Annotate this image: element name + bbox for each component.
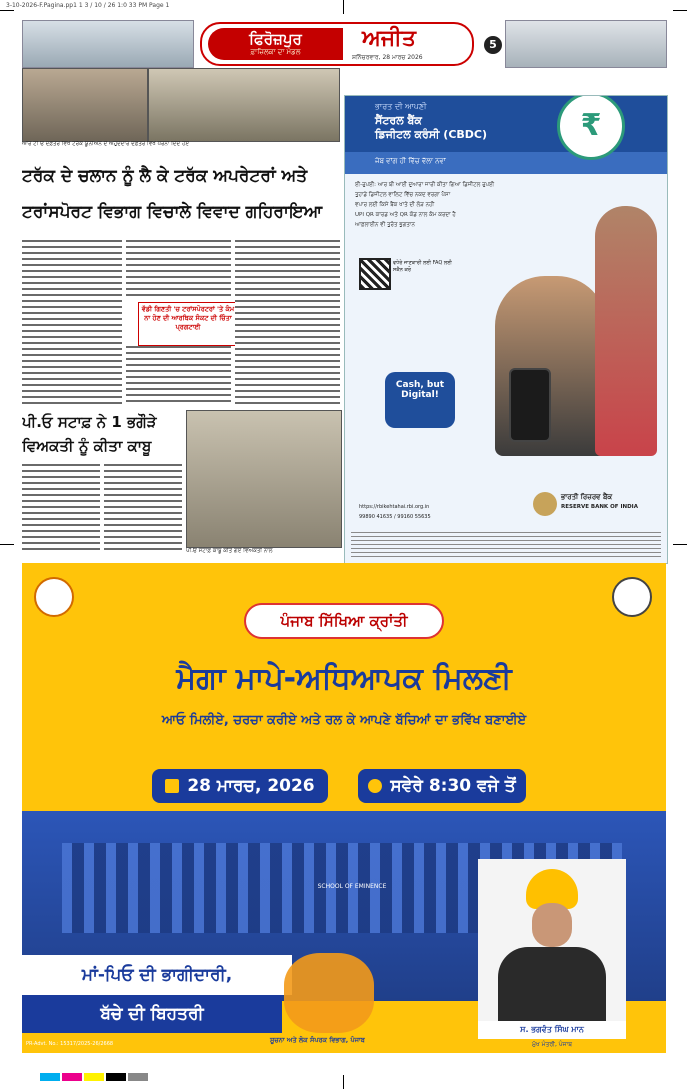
masthead-title: ਅਜੀਤ [362, 26, 416, 51]
pull-quote: ਵੱਡੀ ਗਿਣਤੀ 'ਚ ਟਰਾਂਸਪੋਰਟਰਾਂ 'ਤੇ ਕੰਮ ਨਾ ਹੋਣ ਦੀ ਆਰਥਿਕ ਸੰਕਟ ਦੀ ਚਿੰਤਾ ਪ੍ਰਗਟਾਈ [138, 302, 238, 346]
rbi-emblem-icon [533, 492, 557, 516]
cbdc-feature-list [355, 180, 515, 230]
cash-digital-text: Cash, but Digital! [395, 380, 445, 400]
page-slug: 3-10-2026-F.Pagina.pp1 1 3 / 10 / 26 1:0 33 PM Page 1 [6, 2, 170, 9]
story-headline: ਵਿਅਕਤੀ ਨੂੰ ਕੀਤਾ ਕਾਬੂ [22, 437, 152, 455]
family-logo-icon [284, 953, 374, 1033]
jacket-shape [498, 947, 606, 1021]
cbdc-feature: ਆਫ਼ਲਾਈਨ ਵੀ ਤੁਰੰਤ ਭੁਗਤਾਨ [355, 222, 415, 228]
qr-code [359, 258, 391, 290]
cbdc-phone: 99890 41635 / 99160 55635 [359, 514, 431, 520]
color-registration-bar [40, 1066, 150, 1085]
masthead-date: ਸ਼ਨਿੱਚਰਵਾਰ, 28 ਮਾਰਚ 2026 [352, 54, 423, 61]
story-body-column [126, 240, 231, 300]
rbi-name-punjabi: ਭਾਰਤੀ ਰਿਜ਼ਰਵ ਬੈਂਕ [561, 493, 613, 501]
slogan-line2: ਬੱਚੇ ਦੀ ਬਿਹਤਰੀ [22, 995, 282, 1033]
education-advertisement [22, 563, 666, 1053]
masthead [200, 22, 474, 66]
ad-title: ਮੈਗਾ ਮਾਪੇ-ਅਧਿਆਪਕ ਮਿਲਣੀ [176, 661, 512, 696]
cbdc-line1: ਭਾਰਤ ਦੀ ਆਪਣੀ [375, 102, 427, 111]
color-swatch [84, 1073, 104, 1081]
phone-mockup [509, 368, 551, 442]
cm-title: ਮੁੱਖ ਮੰਤਰੀ, ਪੰਜਾਬ [531, 1041, 573, 1048]
faq-text: ਵਧੇਰੇ ਜਾਣਕਾਰੀ ਲਈ FAQ ਲਈ ਸਕੈਨ ਕਰੋ [393, 260, 452, 273]
chief-minister-photo [478, 859, 626, 1031]
crop-mark [673, 544, 687, 545]
cbdc-advertisement [344, 95, 668, 564]
cbdc-feature: ਈ-ਰੁਪਈ: ਆਰ ਬੀ ਆਈ ਦੁਆਰਾ ਜਾਰੀ ਕੀਤਾ ਗਿਆ ਡਿਜੀਟਲ ਰੁਪਈ [355, 182, 495, 188]
ad-subtitle: ਆਓ ਮਿਲੀਏ, ਚਰਚਾ ਕਰੀਏ ਅਤੇ ਰਲ ਕੇ ਆਪਣੇ ਬੱਚਿਆਂ ਦਾ ਭਵਿੱਖ ਬਣਾਈਏ [161, 713, 527, 728]
story-photo [22, 68, 148, 142]
masthead-city: ਫਿਰੋਜ਼ਪੁਰ [249, 30, 302, 48]
cm-name: ਸ. ਭਗਵੰਤ ਸਿੰਘ ਮਾਨ [478, 1021, 626, 1039]
rbi-name-english: RESERVE BANK OF INDIA [561, 504, 638, 510]
masthead-city-sub: ਫ਼ਾਜ਼ਿਲਕਾ ਦਾ ਮੰਡਲ [250, 48, 301, 56]
time-pill [358, 769, 526, 803]
crop-mark [673, 10, 687, 11]
color-swatch [128, 1073, 148, 1081]
crop-mark [0, 544, 14, 545]
cash-digital-badge [385, 372, 455, 428]
story-body-column [104, 464, 182, 554]
slogan-line1: ਮਾਂ-ਪਿਓ ਦੀ ਭਾਗੀਦਾਰੀ, [22, 955, 292, 995]
story-photo [186, 410, 342, 548]
date-pill [152, 769, 328, 803]
pr-advt-number: PR-Advt. No.: 15317/2025-26/2668 [26, 1041, 114, 1047]
cbdc-feature: ਵਪਾਰ ਲਈ ਕਿਸੇ ਬੈਂਕ ਖਾਤੇ ਦੀ ਲੋੜ ਨਹੀਂ [355, 202, 435, 208]
photo-caption: ਆਰ ਟੀ ਓ ਦਫ਼ਤਰ ਵਿਖੇ ਟਰੱਕ ਯੂਨੀਅਨ ਦੇ ਅਹੁਦੇਦਾਰ ਦਫ਼ਤਰ ਵਿਖੇ ਧਰਨਾ ਦਿੰਦੇ ਹੋਏ [22, 141, 189, 147]
cbdc-feature: UPI QR ਕਾਰਡ ਅਤੇ QR ਕੋਡ ਨਾਲ ਕੰਮ ਕਰਦਾ ਹੈ [355, 212, 456, 218]
masthead-building-image [22, 20, 194, 68]
school-sign: SCHOOL OF EMINENCE [317, 883, 387, 890]
face-shape [532, 903, 572, 947]
event-time: ਸਵੇਰੇ 8:30 ਵਜੇ ਤੋਂ [390, 776, 516, 796]
cbdc-feature: ਤੁਹਾਡੇ ਡਿਜੀਟਲ ਵਾਲਿਟ ਵਿੱਚ ਨਕਦ ਵਰਗਾ ਪੈਸਾ [355, 192, 451, 198]
clock-icon [368, 779, 382, 793]
cbdc-line2: ਸੈਂਟਰਲ ਬੈਂਕ [375, 114, 422, 127]
crop-mark [0, 10, 14, 11]
masthead-building-image [505, 20, 667, 68]
event-date: 28 ਮਾਰਚ, 2026 [187, 776, 315, 796]
calendar-icon [165, 779, 179, 793]
photo-caption: ਪੀ.ਓ ਸਟਾਫ਼ ਕਾਬੂ ਕੀਤੇ ਗਏ ਵਿਅਕਤੀ ਨਾਲ [186, 548, 273, 554]
model-woman-image [595, 206, 657, 456]
crop-mark [343, 0, 344, 14]
story-body-column [235, 240, 340, 405]
cbdc-fine-print [351, 532, 661, 558]
page-number: 5 [484, 36, 502, 54]
color-swatch [62, 1073, 82, 1081]
story-body-column [126, 346, 231, 406]
story-body-column [22, 464, 100, 554]
cbdc-contact: https://rbikehtahai.rbi.org.in [359, 504, 430, 510]
crop-mark [343, 1075, 344, 1089]
cbdc-band-text: ਜੇਬ ਵਾਂਗ ਹੀ ਵਿੱਚ ਵੱਲਾ ਨਵਾਂ [375, 157, 446, 165]
masthead-city-block [208, 28, 343, 60]
color-swatch [40, 1073, 60, 1081]
campaign-ribbon: ਪੰਜਾਬ ਸਿੱਖਿਆ ਕ੍ਰਾਂਤੀ [244, 603, 444, 639]
story-body-column [22, 240, 122, 405]
story-photo [148, 68, 340, 142]
story-headline: ਟਰਾਂਸਪੋਰਟ ਵਿਭਾਗ ਵਿਚਾਲੇ ਵਿਵਾਦ ਗਹਿਰਾਇਆ [22, 202, 323, 222]
story-headline: ਪੀ.ਓ ਸਟਾਫ਼ ਨੇ 1 ਭਗੌੜੇ [22, 413, 157, 431]
story-headline: ਟਰੱਕ ਦੇ ਚਲਾਨ ਨੂੰ ਲੈ ਕੇ ਟਰੱਕ ਅਪਰੇਟਰਾਂ ਅਤੇ [22, 166, 308, 186]
rupee-logo-icon: ₹ [557, 95, 625, 160]
punjab-sikhya-logo-icon [34, 577, 74, 617]
cbdc-line3: ਡਿਜੀਟਲ ਕਰੰਸੀ (CBDC) [375, 128, 488, 141]
punjab-govt-emblem-icon [612, 577, 652, 617]
color-swatch [106, 1073, 126, 1081]
department-name: ਸੂਚਨਾ ਅਤੇ ਲੋਕ ਸੰਪਰਕ ਵਿਭਾਗ, ਪੰਜਾਬ [270, 1036, 365, 1044]
